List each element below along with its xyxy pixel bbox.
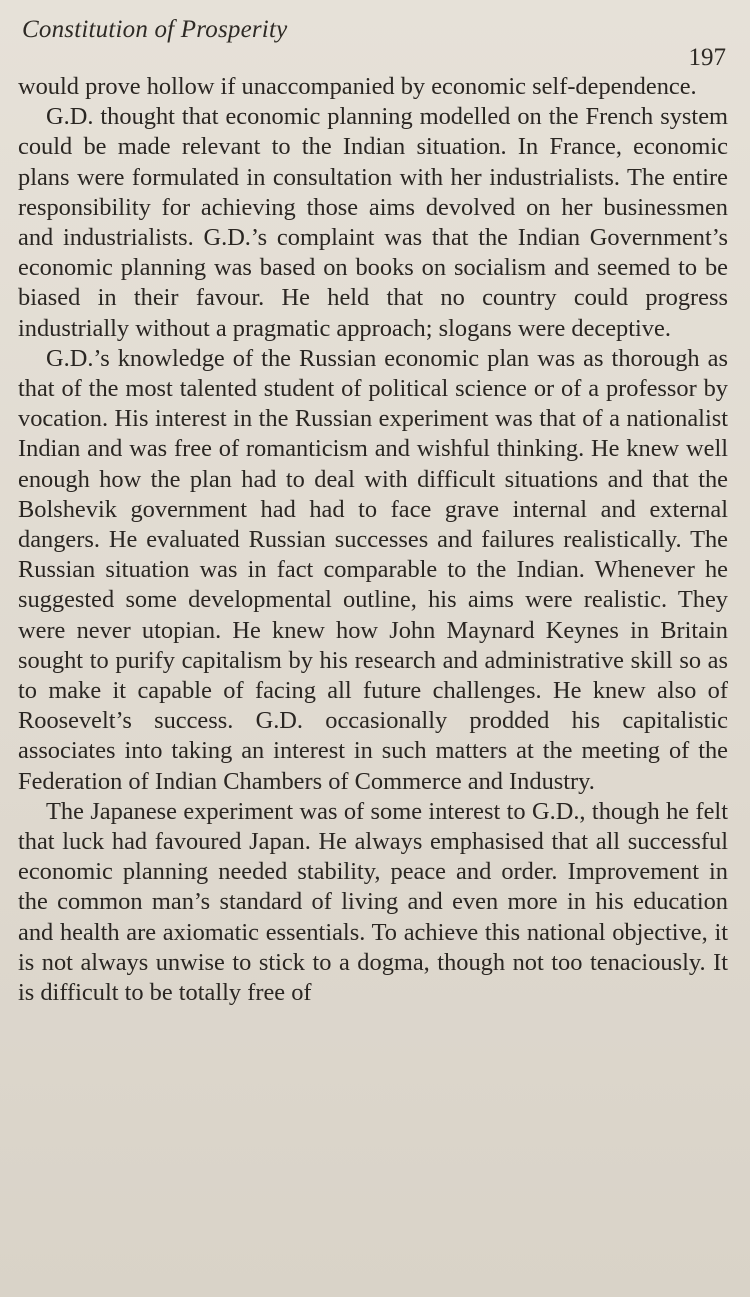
paragraph-french-planning: G.D. thought that economic planning modelled on the French system could be made relevant to the Indian situation. In France, economic plans were formulated in consultation with her industrialists. The entire responsibility for achieving those aims devolved on her businessmen and industrialists. G.D.’s complaint was that the Indian Government’s economic planning was based on books on socialism and seemed to be biased in their favour. He held that no country could progress industrially without a pragmatic approach; slogans were deceptive. xyxy=(18,103,728,342)
page-number: 197 xyxy=(688,44,726,71)
body-text xyxy=(18,72,728,1008)
running-head: Constitution of Prosperity xyxy=(22,16,288,43)
paragraph-continuation: would prove hollow if unaccompanied by economic self-dependence. xyxy=(18,73,697,100)
paragraph-japanese-experiment: The Japanese experiment was of some interest to G.D., though he felt that luck had favoured Japan. He always emphasised that all successful economic planning needed stability, peace and order. Improvement in the common man’s standard of living and even more in his education and health are axiomatic essentials. To achieve this national objective, it is not always unwise to stick to a dogma, though not too tenaciously. It is difficult to be totally free of xyxy=(18,797,728,1007)
paragraph-russian-plan: G.D.’s knowledge of the Russian economic plan was as thorough as that of the most talented student of political science or of a professor by vocation. His interest in the Russian experiment was that of a nationalist Indian and was free of romanticism and wishful thinking. He knew well enough how the plan had to deal with difficult situations and that the Bolshevik government had had to face grave internal and external dangers. He evaluated Russian successes and failures realistically. The Russian situation was in fact comparable to the Indian. Whenever he suggested some developmental outline, his aims were realistic. They were never utopian. He knew how John Maynard Keynes in Britain sought to purify capitalism by his research and administrative skill so as to make it capable of facing all future challenges. He knew also of Roosevelt’s success. G.D. occasionally prodded his capitalistic associates into taking an interest in such matters at the meeting of the Federation of Indian Chambers of Commerce and Industry. xyxy=(18,344,728,795)
